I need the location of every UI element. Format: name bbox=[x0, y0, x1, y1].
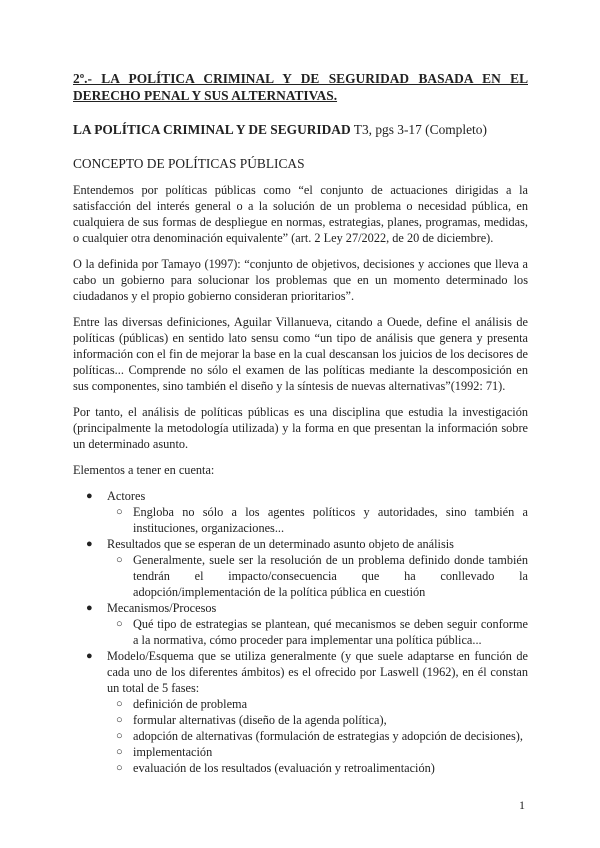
bullet-circle-icon: ○ bbox=[116, 506, 123, 518]
phase-text: adopción de alternativas (formulación de estrategias y adopción de decisiones), bbox=[133, 729, 523, 743]
bullet-circle-icon: ○ bbox=[116, 554, 123, 566]
bullet-dot-icon: ● bbox=[86, 538, 93, 550]
sublist-item bbox=[107, 616, 528, 648]
bullet-circle-icon: ○ bbox=[116, 698, 123, 710]
sublist bbox=[107, 552, 528, 600]
phase-item bbox=[107, 728, 528, 744]
list-item-label: Mecanismos/Procesos bbox=[107, 601, 217, 615]
phase-text: formular alternativas (diseño de la agenda política), bbox=[133, 713, 387, 727]
phase-text: implementación bbox=[133, 745, 213, 759]
sublist-phases bbox=[107, 696, 528, 776]
list-item-label: Actores bbox=[107, 489, 146, 503]
list-item-modelo bbox=[73, 648, 528, 776]
bullet-circle-icon: ○ bbox=[116, 730, 123, 742]
list-item-resultados bbox=[73, 536, 528, 600]
bullet-dot-icon: ● bbox=[86, 490, 93, 502]
sublist-item bbox=[107, 552, 528, 600]
topic-subtitle bbox=[73, 121, 528, 138]
phase-item bbox=[107, 712, 528, 728]
phase-item bbox=[107, 760, 528, 776]
list-item-mecanismos bbox=[73, 600, 528, 648]
sublist-item bbox=[107, 504, 528, 536]
bullet-dot-icon: ● bbox=[86, 602, 93, 614]
section-title: CONCEPTO DE POLÍTICAS PÚBLICAS bbox=[73, 156, 305, 171]
paragraph-tamayo: O la definida por Tamayo (1997): “conjunto de objetivos, decisiones y acciones que lleva a cabo un gobierno para solucionar los problemas que en un momento determinado los ciudadanos y el propio gobierno consideran prioritarios”. bbox=[73, 257, 528, 303]
list-item-actores bbox=[73, 488, 528, 536]
sublist-item-text: Qué tipo de estrategias se plantean, qué mecanismos se deben seguir conforme a la normativa, cómo proceder para implementar una política pública... bbox=[133, 617, 528, 647]
list-item-label: Resultados que se esperan de un determinado asunto objeto de análisis bbox=[107, 537, 454, 551]
paragraph-aguilar: Entre las diversas definiciones, Aguilar Villanueva, citando a Ouede, define el análisis de políticas (públicas) en sentido lato sensu como “un tipo de análisis que genera y presenta información con el fin de mejorar la base en la cual descansan los juicios de los decisores de políticas... Comprende no sólo el examen de las políticas mediante la descomposición en sus componentes, sino también el diseño y la síntesis de nuevas alternativas”(1992: 71). bbox=[73, 315, 528, 393]
sublist-item-text: Engloba no sólo a los agentes políticos y autoridades, sino también a instituciones, organizaciones... bbox=[133, 505, 528, 535]
sublist-item-text: Generalmente, suele ser la resolución de un problema definido donde también tendrán el impacto/consecuencia que ha conllevado la adopción/implementación de la política pública en cuestión bbox=[133, 553, 528, 599]
list-item-label: Modelo/Esquema que se utiliza generalmente (y que suele adaptarse en función de cada uno de los diferentes ámbitos) es el ofrecido por Laswell (1962), en él constan un total de 5 fases: bbox=[107, 649, 528, 695]
subtitle-rest: T3, pgs 3-17 (Completo) bbox=[350, 122, 487, 137]
bullet-circle-icon: ○ bbox=[116, 746, 123, 758]
paragraph-definition: Entendemos por políticas públicas como “el conjunto de actuaciones dirigidas a la satisfacción del interés general o a la solución de un problema o necesidad pública, en cualquiera de sus formas de despliegue en normas, estrategias, planes, programas, medidas, o cualquier otra denominación equivalente” (art. 2 Ley 27/2022, de 20 de diciembre). bbox=[73, 183, 528, 245]
page-number: 1 bbox=[519, 798, 525, 812]
bullet-circle-icon: ○ bbox=[116, 714, 123, 726]
paragraph-conclusion: Por tanto, el análisis de políticas públicas es una disciplina que estudia la investigación (principalmente la metodología utilizada) y la forma en que presentan la información sobre un determinado asunto. bbox=[73, 405, 528, 451]
subtitle-bold: LA POLÍTICA CRIMINAL Y DE SEGURIDAD bbox=[73, 122, 351, 137]
phase-text: definición de problema bbox=[133, 697, 248, 711]
bullet-circle-icon: ○ bbox=[116, 762, 123, 774]
document-heading: 2º.- LA POLÍTICA CRIMINAL Y DE SEGURIDAD BASADA EN EL DERECHO PENAL Y SUS ALTERNATIVAS. bbox=[73, 71, 528, 103]
sublist bbox=[107, 616, 528, 648]
bullet-dot-icon: ● bbox=[86, 650, 93, 662]
paragraph-elements-intro: Elementos a tener en cuenta: bbox=[73, 463, 215, 477]
elements-list bbox=[73, 488, 528, 776]
phase-text: evaluación de los resultados (evaluación y retroalimentación) bbox=[133, 761, 435, 775]
sublist bbox=[107, 504, 528, 536]
phase-item bbox=[107, 744, 528, 760]
bullet-circle-icon: ○ bbox=[116, 618, 123, 630]
phase-item bbox=[107, 696, 528, 712]
